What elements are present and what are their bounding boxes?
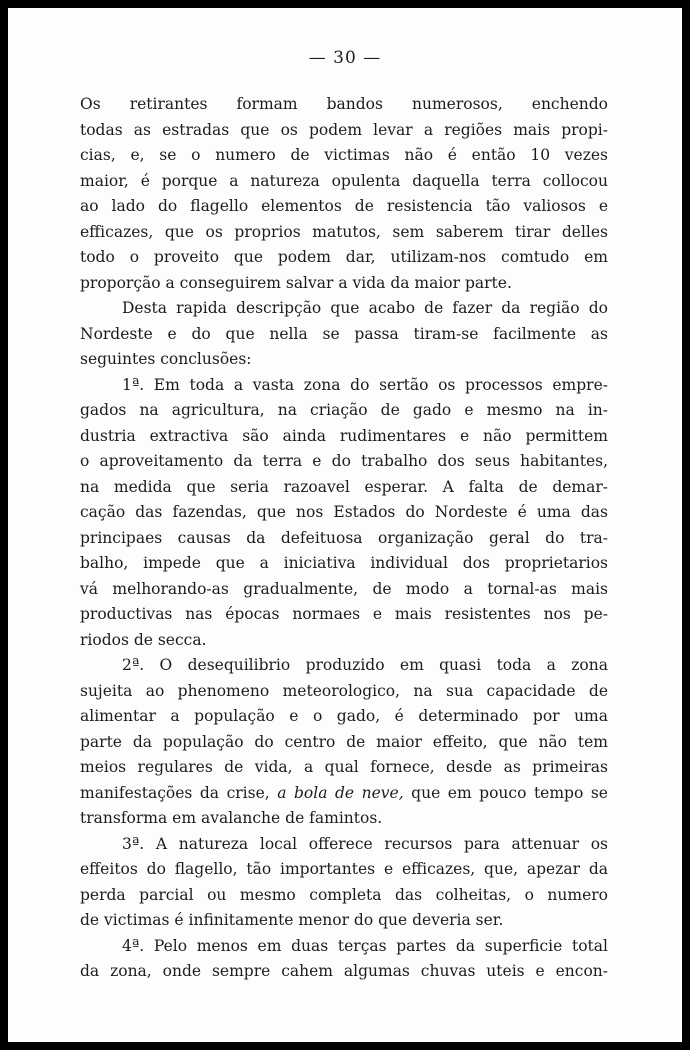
text-line: alimentar a população e o gado, é determinado por uma bbox=[80, 707, 608, 725]
text-line: perda parcial ou mesmo completa das colheitas, o numero bbox=[80, 885, 608, 904]
body-text bbox=[80, 92, 608, 985]
text-line: da zona, onde sempre cahem algumas chuvas uteis e encon- bbox=[80, 962, 608, 980]
text-line: parte da população do centro de maior effeito, que não tem bbox=[80, 732, 608, 751]
text-line: Desta rapida descripção que acabo de fazer da região do bbox=[122, 299, 608, 317]
text-line: Os retirantes formam bandos numerosos, enchendo bbox=[80, 95, 608, 113]
text-line: riodos de secca. bbox=[80, 630, 207, 649]
page-number: — 30 — bbox=[308, 48, 382, 68]
text-line: de victimas é infinitamente menor do que deveria ser. bbox=[80, 911, 504, 929]
text-line: proporção a conseguirem salvar a vida da maior parte. bbox=[80, 273, 512, 292]
paragraph-conclusion-3 bbox=[80, 832, 608, 934]
text-line: na medida que seria razoavel esperar. A falta de demar- bbox=[80, 477, 608, 496]
text-line: sujeita ao phenomeno meteorologico, na sua capacidade de bbox=[80, 681, 608, 700]
text-line: meios regulares de vida, a qual fornece, desde as primeiras bbox=[80, 758, 608, 776]
text-line: maior, é porque a natureza opulenta daquella terra collocou bbox=[80, 171, 608, 190]
text-line: seguintes conclusões: bbox=[80, 350, 252, 368]
text-line: todo o proveito que podem dar, utilizam-nos comtudo em bbox=[80, 248, 608, 266]
text-line: efficazes, que os proprios matutos, sem saberem tirar delles bbox=[80, 222, 608, 241]
text-line: Nordeste e do que nella se passa tiram-se facilmente as bbox=[80, 324, 608, 343]
text-line: 3ª. A natureza local offerece recursos para attenuar os bbox=[122, 834, 608, 853]
paragraph-retirantes bbox=[80, 92, 608, 296]
paragraph-conclusion-1 bbox=[80, 373, 608, 654]
paragraph-conclusion-4 bbox=[80, 934, 608, 985]
text-line: gados na agricultura, na criação de gado e mesmo na in- bbox=[80, 401, 608, 419]
paragraph-conclusion-2 bbox=[80, 653, 608, 832]
text-line: principaes causas da defeituosa organização geral do tra- bbox=[80, 528, 608, 547]
text-line: transforma em avalanche de famintos. bbox=[80, 809, 383, 827]
text-line: productivas nas épocas normaes e mais resistentes nos pe- bbox=[80, 605, 608, 623]
text-line: vá melhorando-as gradualmente, de modo a tornal-as mais bbox=[80, 579, 608, 598]
text-line: cação das fazendas, que nos Estados do Nordeste é uma das bbox=[80, 503, 608, 521]
text-line-with-emphasis: manifestações da crise, a bola de neve, que em pouco tempo se bbox=[80, 783, 608, 802]
emphasized-phrase: a bola de neve, bbox=[277, 783, 404, 802]
text-line: effeitos do flagello, tão importantes e efficazes, que, apezar da bbox=[80, 860, 608, 878]
text-line: 2ª. O desequilibrio produzido em quasi toda a zona bbox=[122, 656, 608, 674]
text-line: balho, impede que a iniciativa individual dos proprietarios bbox=[80, 554, 608, 572]
text-line: ao lado do flagello elementos de resistencia tão valiosos e bbox=[80, 197, 608, 215]
document-page bbox=[8, 8, 682, 1042]
text-line: 4ª. Pelo menos em duas terças partes da superficie total bbox=[122, 936, 608, 955]
text-line: 1ª. Em toda a vasta zona do sertão os processos empre- bbox=[122, 375, 608, 394]
text-line: o aproveitamento da terra e do trabalho dos seus habitantes, bbox=[80, 452, 608, 470]
paragraph-conclusoes-intro bbox=[80, 296, 608, 373]
text-line: cias, e, se o numero de victimas não é então 10 vezes bbox=[80, 146, 608, 164]
text-line: todas as estradas que os podem levar a regiões mais propi- bbox=[80, 120, 608, 139]
text-line: dustria extractiva são ainda rudimentares e não permittem bbox=[80, 426, 608, 445]
